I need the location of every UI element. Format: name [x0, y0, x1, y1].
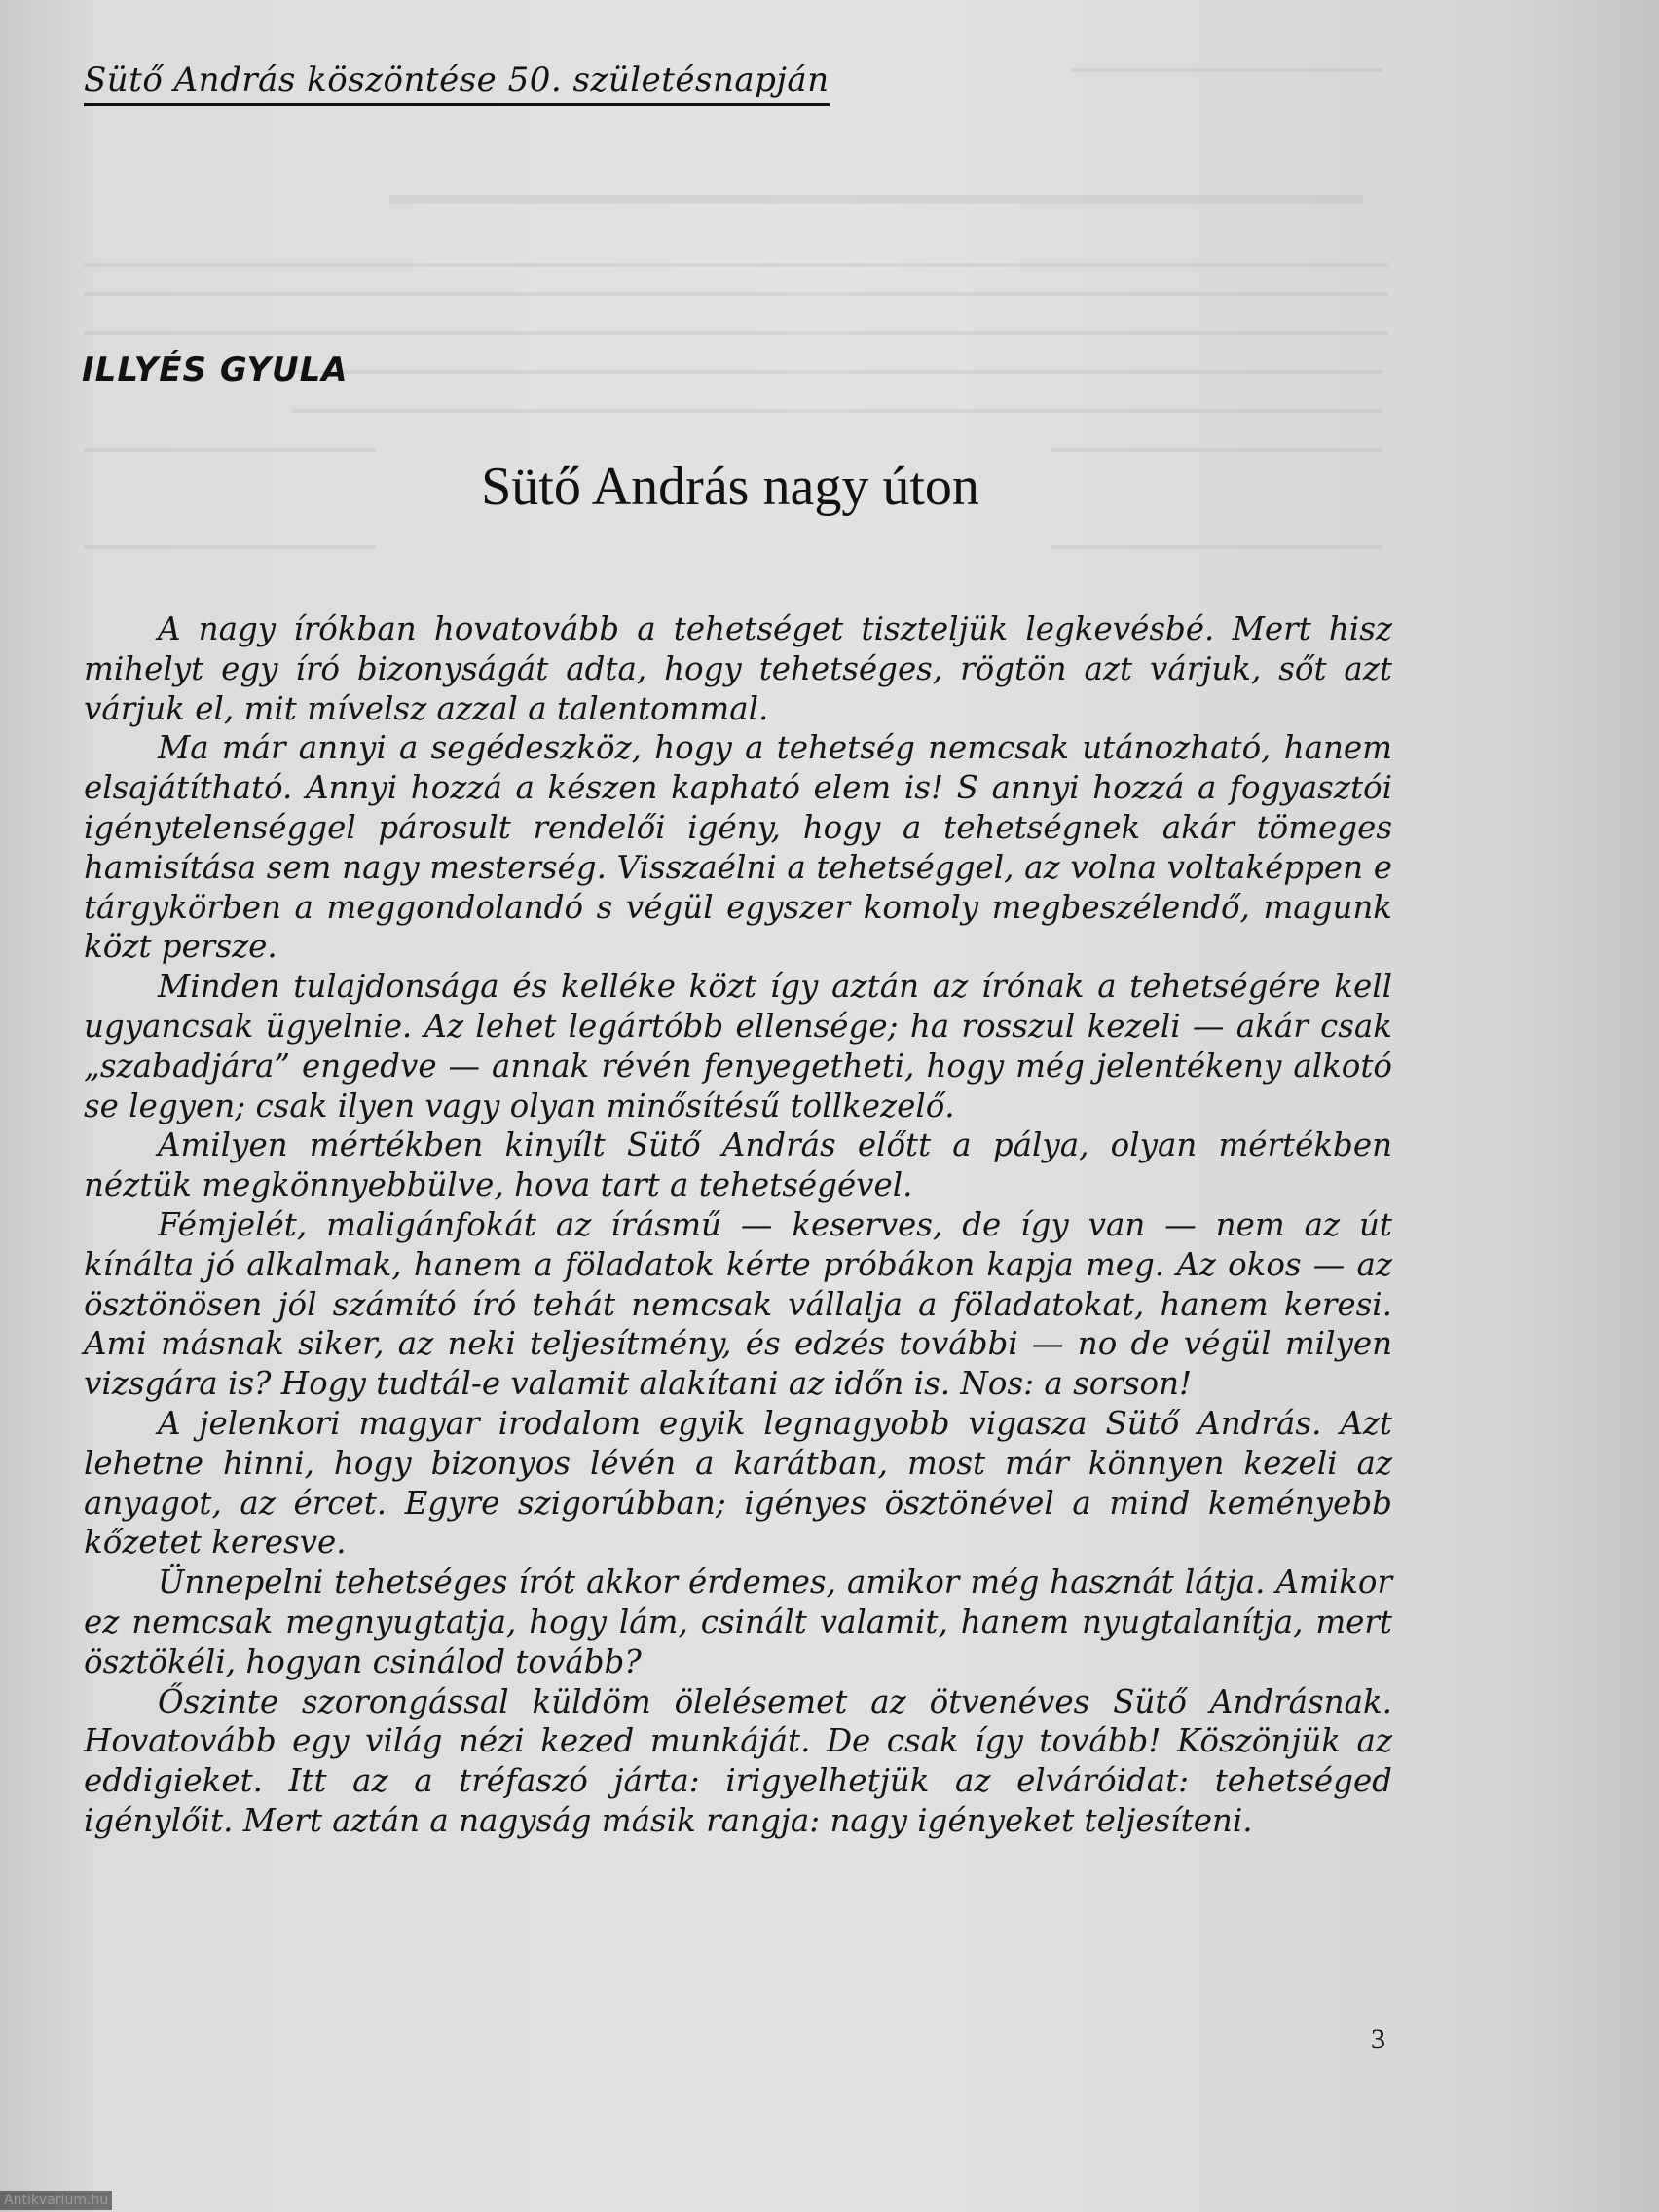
running-header: Sütő András köszöntése 50. születésnapján [84, 60, 830, 106]
paragraph: A jelenkori magyar irodalom egyik legnagyobb vigasza Sütő András. Azt lehetne hinni, hogy bizonyos lévén a karátban, most már könnyen kezeli az anyagot, az ércet. Egyre szigorúbban; igényes ösztönével a mind keményebb kőzetet keresve. [84, 1404, 1392, 1562]
paragraph: Minden tulajdonsága és kelléke közt így aztán az írónak a tehetségére kell ugyancsak ügyelnie. Az lehet legártóbb ellensége; ha rosszul kezeli — akár csak „szabadjára” engedve — annak révén fenyegetheti, hogy még jelentékeny alkotó se legyen; csak ilyen vagy olyan minősítésű tollkezelő. [84, 968, 1392, 1124]
paragraph: Ünnepelni tehetséges írót akkor érdemes, amikor még hasznát látja. Amikor ez nemcsak megnyugtatja, hogy lám, csinált valamit, hanem nyugtalanítja, mert ösztökéli, hogyan csinálod tovább? [84, 1564, 1392, 1680]
paragraph: Ma már annyi a segédeszköz, hogy a tehetség nemcsak utánozható, hanem elsajátítható. Annyi hozzá a készen kapható elem is! S annyi hozzá a fogyasztói igénytelenséggel párosult rendelői igény, hogy a tehetségnek akár tömeges hamisítása sem nagy mesterség. Visszaélni a tehetséggel, az volna voltaképpen e tárgykörben a meggondolandó s végül egyszer komoly megbeszélendő, magunk közt persze. [84, 729, 1392, 966]
article-body [84, 609, 1392, 1841]
article-title: Sütő András nagy úton [481, 457, 979, 517]
watermark: Antikvarium.hu [0, 2191, 112, 2210]
paragraph: A nagy írókban hovatovább a tehetséget tiszteljük legkevésbé. Mert hisz mihelyt egy író bizonyságát adta, hogy tehetséges, rögtön azt várjuk, sőt azt várjuk el, mit mívelsz azzal a talentommal. [84, 610, 1392, 727]
paragraph: Fémjelét, maligánfokát az írásmű — keserves, de így van — nem az út kínálta jó alkalmak, hanem a föladatok kérte próbákon kapja meg. Az okos — az ösztönösen jól számító író tehát nemcsak vállalja a föladatokat, hanem keresi. Ami másnak siker, az neki teljesítmény, és edzés további — no de végül milyen vizsgára is? Hogy tudtál-e valamit alakítani az időn is. Nos: a sorson! [84, 1205, 1392, 1403]
paragraph: Őszinte szorongással küldöm ölelésemet az ötvenéves Sütő Andrásnak. Hovatovább egy világ nézi kezed munkáját. De csak így tovább! Köszönjük az eddigieket. Itt az a tréfaszó járta: irigyelhetjük az elváróidat: tehetséged igénylőit. Mert aztán a nagyság másik rangja: nagy igényeket teljesíteni. [84, 1682, 1392, 1839]
page-number: 3 [1371, 2023, 1385, 2055]
paragraph: Amilyen mértékben kinyílt Sütő András előtt a pálya, olyan mértékben néztük megkönnyebbülve, hova tart a tehetségével. [84, 1126, 1392, 1204]
author-name: ILLYÉS GYULA [82, 350, 349, 389]
